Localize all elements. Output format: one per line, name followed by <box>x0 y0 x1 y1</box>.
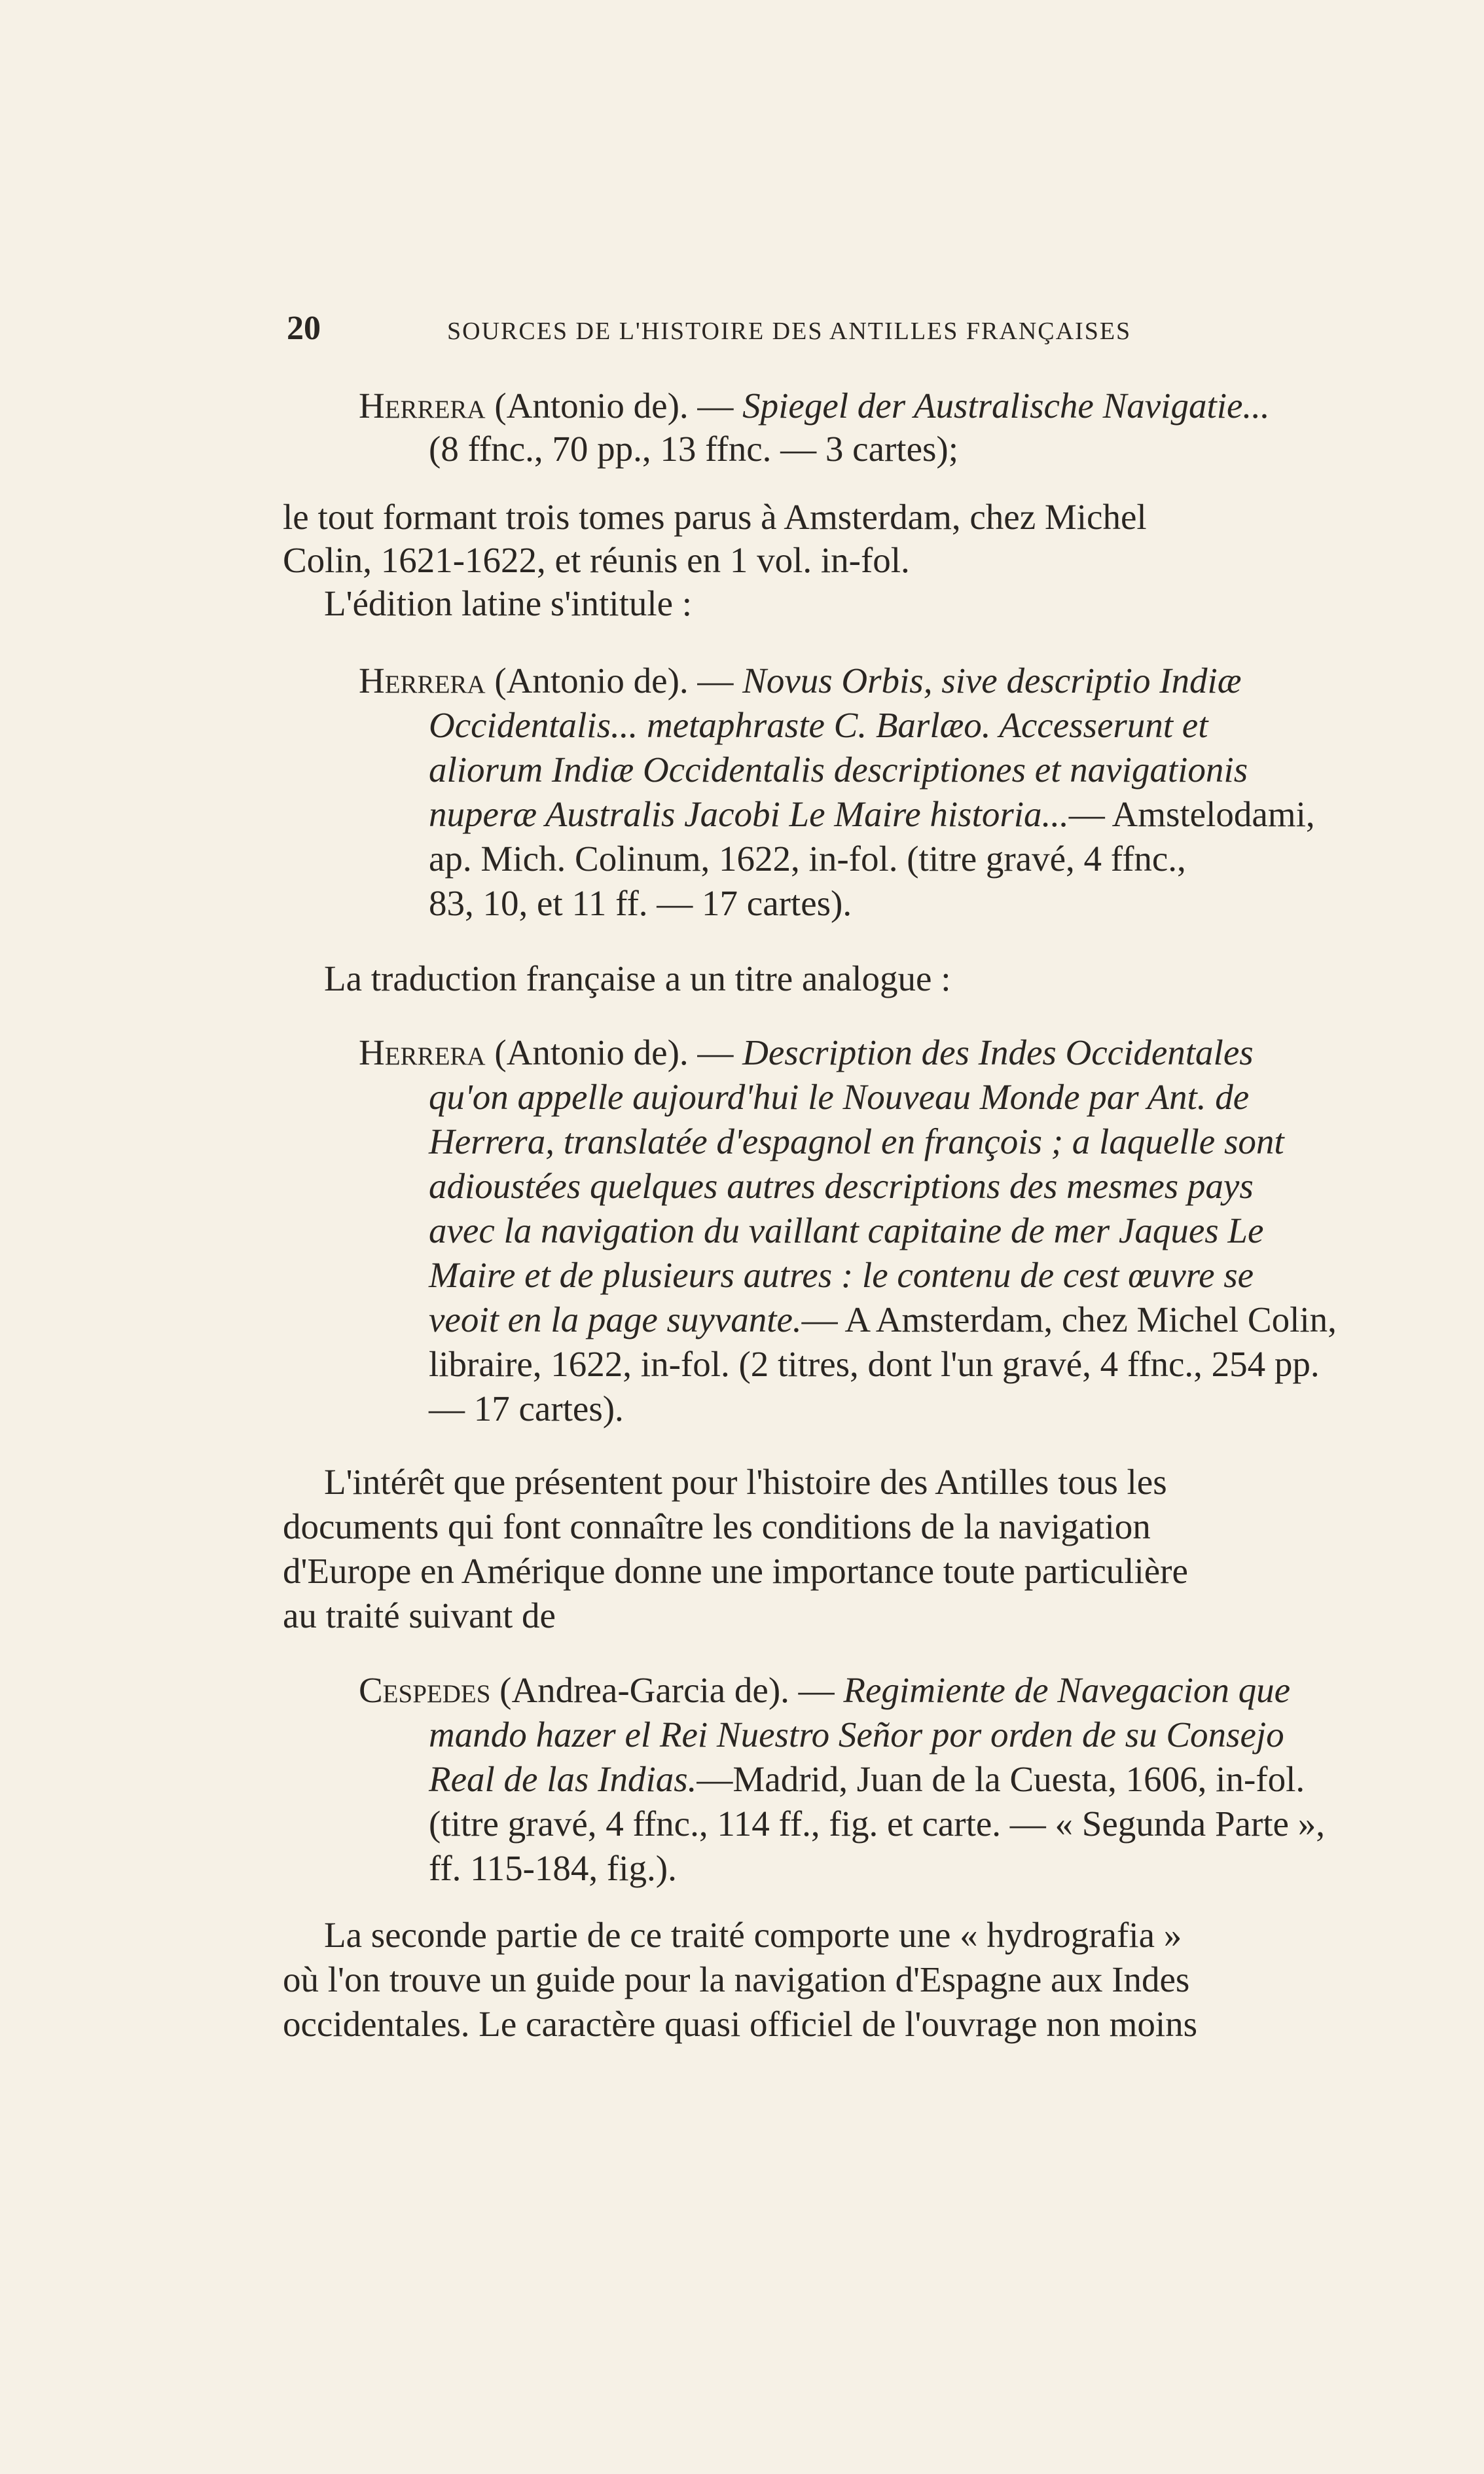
title-text: Herrera, translatée d'espagnol en françois ; a laquelle sont <box>429 1121 1284 1161</box>
running-title: SOURCES DE L'HISTOIRE DES ANTILLES FRANÇAISES <box>447 318 1132 345</box>
author-name: Cespedes <box>359 1670 491 1710</box>
entry-herrera-spiegel-line1 <box>359 386 1270 426</box>
author-name: Herrera <box>359 1032 486 1072</box>
title-text: Occidentalis... metaphraste C. Barlæo. Accesserunt et <box>429 705 1208 745</box>
work-title: Spiegel der Australische Navigatie... <box>742 386 1270 426</box>
entry-line: 83, 10, et 11 ff. — 17 cartes). <box>429 883 852 923</box>
author-name: Herrera <box>359 386 486 426</box>
title-text: aliorum Indiæ Occidentalis descriptiones et navigationis <box>429 750 1248 790</box>
entry-line <box>429 1167 1254 1206</box>
entry-line <box>429 1300 1337 1339</box>
paragraph-line: La traduction française a un titre analogue : <box>324 958 951 998</box>
entry-herrera-french-line1 <box>359 1033 1254 1072</box>
entry-line: ff. 115-184, fig.). <box>429 1848 677 1888</box>
entry-line <box>429 706 1208 745</box>
entry-line <box>429 1122 1284 1161</box>
entry-line <box>429 1256 1254 1295</box>
entry-line <box>429 750 1248 790</box>
title-text: Maire et de plusieurs autres : le contenu de cest œuvre se <box>429 1255 1254 1295</box>
entry-line: (titre gravé, 4 ffnc., 114 ff., fig. et carte. — « Segunda Parte », <box>429 1804 1325 1844</box>
paragraph-line: d'Europe en Amérique donne une importance toute particulière <box>283 1551 1188 1591</box>
imprint-text: —Madrid, Juan de la Cuesta, 1606, in-fol. <box>697 1759 1305 1799</box>
paragraph-line <box>283 498 1369 537</box>
entry-line <box>429 1211 1263 1250</box>
author-rest: (Andrea-Garcia de). — <box>499 1670 835 1710</box>
text: le tout formant trois tomes parus à Amsterdam, chez Michel <box>283 497 1147 537</box>
paragraph-line: La seconde partie de ce traité comporte une « hydrografia » <box>324 1915 1182 1955</box>
imprint-text: — Amstelodami, <box>1068 794 1315 834</box>
paragraph-line: occidentales. Le caractère quasi officiel de l'ouvrage non moins <box>283 2004 1198 2044</box>
paragraph-line: L'édition latine s'intitule : <box>324 583 693 623</box>
author-rest: (Antonio de). — <box>494 661 734 700</box>
work-title: Description des Indes Occidentales <box>742 1032 1254 1072</box>
paragraph-line: L'intérêt que présentent pour l'histoire des Antilles tous les <box>324 1462 1167 1502</box>
paragraph-line: Colin, 1621-1622, et réunis en 1 vol. in-fol. <box>283 540 910 580</box>
entry-herrera-spiegel-details: (8 ffnc., 70 pp., 13 ffnc. — 3 cartes); <box>429 429 958 469</box>
author-name: Herrera <box>359 661 486 700</box>
title-text: veoit en la page suyvante. <box>429 1300 802 1339</box>
paragraph-line: au traité suivant de <box>283 1595 556 1635</box>
title-text: qu'on appelle aujourd'hui le Nouveau Monde par Ant. de <box>429 1077 1250 1117</box>
paragraph-line: où l'on trouve un guide pour la navigation d'Espagne aux Indes <box>283 1959 1190 1999</box>
entry-herrera-latin-line1 <box>359 661 1241 700</box>
entry-line: libraire, 1622, in-fol. (2 titres, dont l'un gravé, 4 ffnc., 254 pp. <box>429 1344 1320 1384</box>
work-title: Novus Orbis, sive descriptio Indiæ <box>742 661 1242 700</box>
title-text: nuperæ Australis Jacobi Le Maire historia... <box>429 794 1069 834</box>
work-title: Regimiente de Navegacion que <box>843 1670 1291 1710</box>
entry-line <box>429 795 1315 834</box>
entry-line: — 17 cartes). <box>429 1389 624 1428</box>
author-rest: (Antonio de). — <box>494 1032 734 1072</box>
title-text: mando hazer el Rei Nuestro Señor por orden de su Consejo <box>429 1715 1284 1755</box>
page-header <box>287 309 1229 355</box>
title-text: adioustées quelques autres descriptions des mesmes pays <box>429 1166 1254 1206</box>
page-number: 20 <box>287 310 321 347</box>
entry-line: ap. Mich. Colinum, 1622, in-fol. (titre gravé, 4 ffnc., <box>429 839 1186 879</box>
entry-line <box>429 1078 1249 1117</box>
entry-cespedes-line1 <box>359 1671 1290 1710</box>
entry-line <box>429 1715 1284 1755</box>
title-text: avec la navigation du vaillant capitaine de mer Jaques Le <box>429 1210 1264 1250</box>
author-rest: (Antonio de). — <box>494 386 734 426</box>
entry-line <box>429 1760 1305 1799</box>
imprint-text: — A Amsterdam, chez Michel Colin, <box>801 1300 1337 1339</box>
paragraph-line: documents qui font connaître les conditions de la navigation <box>283 1506 1151 1546</box>
title-text: Real de las Indias. <box>429 1759 697 1799</box>
